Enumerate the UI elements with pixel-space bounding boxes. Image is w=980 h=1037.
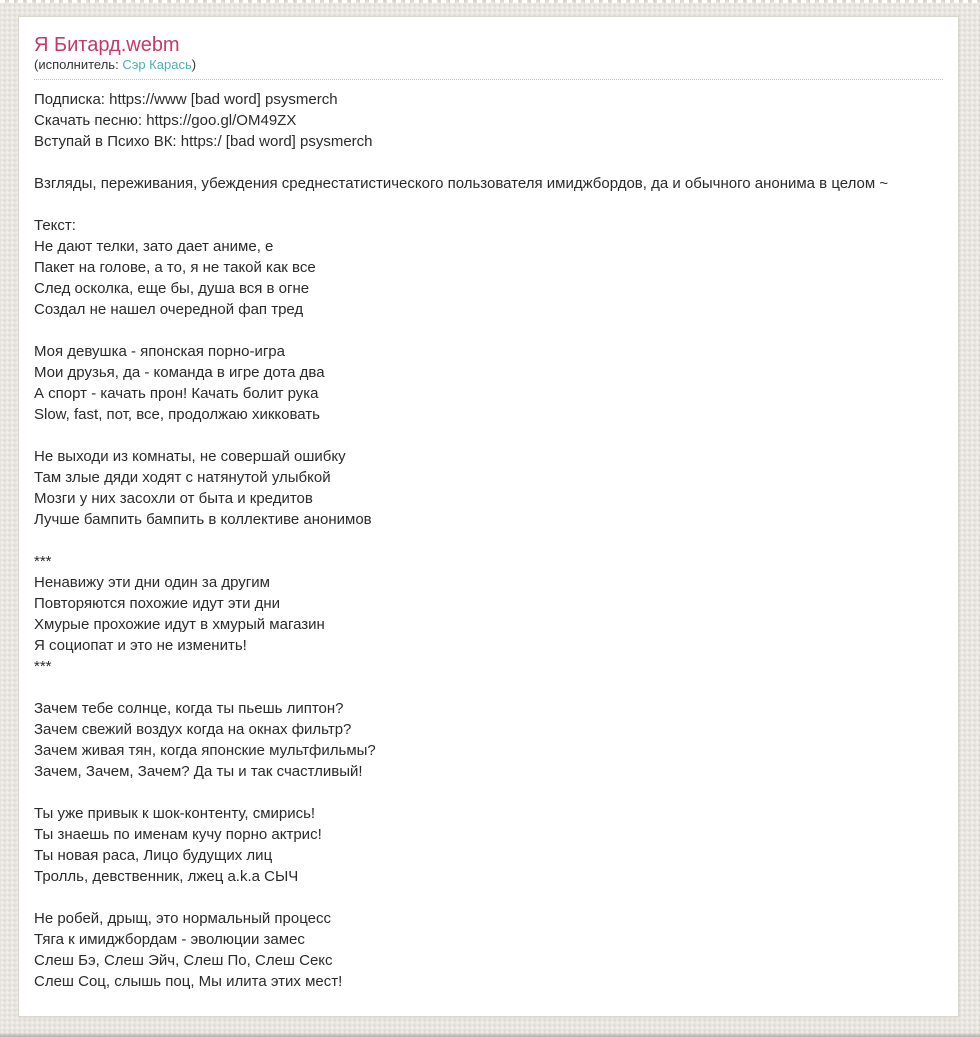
lyric-line: [34, 950, 943, 971]
song-header: [34, 33, 943, 80]
lyrics-paragraph: [34, 173, 943, 194]
lyric-line: [34, 404, 943, 425]
lyric-line-text: Не выходи из комнаты, не совершай ошибку: [34, 448, 346, 465]
lyric-line-text: Вступай в Психо ВК: https:/ [bad word] psysmerch: [34, 133, 373, 150]
lyrics-paragraph: [34, 908, 943, 992]
lyric-line-text: Ты уже привык к шок-контенту, смирись!: [34, 805, 316, 822]
lyric-line-text: Зачем живая тян, когда японские мультфильмы?: [34, 742, 376, 759]
lyric-line: [34, 740, 943, 761]
lyric-line: [34, 908, 943, 929]
lyric-line-text: Зачем, Зачем, Зачем? Да ты и так счастливый!: [34, 763, 363, 780]
lyric-line-text: Скачать песню: https://goo.gl/OM49ZX: [34, 112, 297, 129]
lyric-line-text: Slow, fast, пот, все, продолжаю хикковать: [34, 406, 320, 423]
artist-suffix: ): [191, 57, 197, 72]
lyric-line: [34, 341, 943, 362]
lyrics-card: [18, 16, 959, 1017]
lyric-line-text: След осколка, еще бы, душа вся в огне: [34, 280, 310, 297]
lyric-line: [34, 467, 943, 488]
lyric-line: [34, 362, 943, 383]
lyric-line-text: Текст:: [34, 217, 76, 234]
lyric-line: [34, 215, 943, 236]
lyric-line: [34, 719, 943, 740]
lyric-line: [34, 803, 943, 824]
lyric-line-text: Там злые дяди ходят с натянутой улыбкой: [34, 469, 331, 486]
lyrics-paragraph: [34, 698, 943, 782]
lyric-line-text: А спорт - качать прон! Качать болит рука: [34, 385, 319, 402]
lyric-line-text: Лучше бампить бампить в коллективе анонимов: [34, 511, 372, 528]
lyric-line: [34, 89, 943, 110]
lyrics-paragraph: [34, 341, 943, 425]
lyric-line-text: Зачем тебе солнце, когда ты пьешь липтон?: [34, 700, 344, 717]
lyric-line: [34, 656, 943, 677]
lyric-line: [34, 110, 943, 131]
lyrics-paragraph: [34, 551, 943, 677]
lyric-line: [34, 446, 943, 467]
lyrics-paragraph: [34, 215, 943, 320]
lyric-line-text: Слеш Бэ, Слеш Эйч, Слеш По, Слеш Секс: [34, 952, 333, 969]
lyric-line: [34, 278, 943, 299]
lyric-line-text: ***: [34, 658, 52, 675]
lyric-line: [34, 257, 943, 278]
lyric-line: [34, 236, 943, 257]
lyric-line: [34, 698, 943, 719]
lyric-line-text: Ты знаешь по именам кучу порно актрис!: [34, 826, 322, 843]
lyric-line: [34, 299, 943, 320]
lyric-line-text: Тролль, девственник, лжец a.k.a СЫЧ: [34, 868, 299, 885]
lyric-line: [34, 614, 943, 635]
lyric-line-text: Тяга к имиджбордам - эволюции замес: [34, 931, 305, 948]
lyrics-text: [34, 80, 943, 992]
lyric-line: [34, 761, 943, 782]
lyric-line: [34, 572, 943, 593]
lyric-line-text: Я социопат и это не изменить!: [34, 637, 247, 654]
lyric-line: [34, 635, 943, 656]
lyric-line-text: Не дают телки, зато дает аниме, е: [34, 238, 274, 255]
lyric-line: [34, 971, 943, 992]
lyric-line: [34, 551, 943, 572]
lyric-line: [34, 866, 943, 887]
lyric-line-text: Моя девушка - японская порно-игра: [34, 343, 285, 360]
lyric-line-text: ***: [34, 553, 52, 570]
lyric-line: [34, 488, 943, 509]
lyric-line-text: Создал не нашел очередной фап тред: [34, 301, 304, 318]
lyric-line-text: Ты новая раса, Лицо будущих лиц: [34, 847, 273, 864]
lyric-line-text: Ненавижу эти дни один за другим: [34, 574, 270, 591]
artist-line: [34, 57, 943, 73]
artist-label: (исполнитель:: [34, 57, 119, 72]
lyric-line-text: Подписка: https://www [bad word] psysmerch: [34, 91, 338, 108]
lyrics-paragraph: [34, 803, 943, 887]
lyric-line-text: Повторяются похожие идут эти дни: [34, 595, 281, 612]
lyric-line-text: Мои друзья, да - команда в игре дота два: [34, 364, 325, 381]
song-title: Я Битард.webm: [34, 34, 180, 56]
lyric-line-text: Зачем свежий воздух когда на окнах фильтр?: [34, 721, 352, 738]
lyric-line-text: Взгляды, переживания, убеждения среднестатистического пользователя имиджбордов, да и обычного анонима в целом ~: [34, 165, 902, 202]
artist-link[interactable]: Сэр Карась: [122, 57, 192, 72]
lyric-line: [34, 593, 943, 614]
lyric-line: [34, 383, 943, 404]
lyric-line-text: Пакет на голове, а то, я не такой как все: [34, 259, 316, 276]
lyric-line: [34, 824, 943, 845]
lyrics-paragraph: [34, 89, 943, 152]
lyric-line-text: Мозги у них засохли от быта и кредитов: [34, 490, 313, 507]
lyric-line-text: Не робей, дрыщ, это нормальный процесс: [34, 910, 331, 927]
lyric-line: [34, 173, 943, 194]
lyric-line-text: Хмурые прохожие идут в хмурый магазин: [34, 616, 325, 633]
lyric-line: [34, 845, 943, 866]
lyric-line: [34, 131, 943, 152]
lyric-line: [34, 929, 943, 950]
lyric-line-text: Слеш Соц, слышь поц, Мы илита этих мест!: [34, 973, 343, 990]
lyric-line: [34, 509, 943, 530]
lyrics-paragraph: [34, 446, 943, 530]
